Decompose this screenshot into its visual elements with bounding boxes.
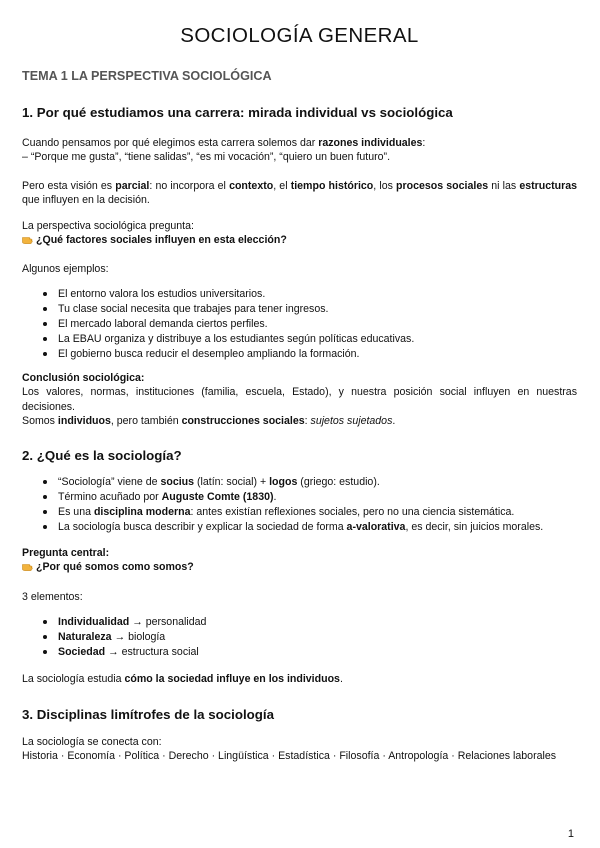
sociology-facts-list [22, 475, 577, 535]
topic-heading: TEMA 1 LA PERSPECTIVA SOCIOLÓGICA [22, 69, 272, 83]
list-item: “Sociología” viene de socius (latín: social) + logos (griego: estudio). [22, 475, 577, 490]
page-number: 1 [567, 828, 574, 840]
s3-intro: La sociología se conecta con: [22, 736, 162, 748]
elements-list [22, 615, 577, 660]
disciplines-list: Historia · Economía · Política · Derecho · Lingüística · Estadística · Filosofía · Antropología · Relaciones laborales [22, 750, 557, 762]
list-item: La sociología busca describir y explicar la sociedad de forma a-valorativa, es decir, sin juicios morales. [22, 520, 577, 535]
list-item: Tu clase social necesita que trabajes para tener ingresos. [22, 302, 577, 317]
elements-intro: 3 elementos: [22, 591, 83, 603]
section-1-heading: 1. Por qué estudiamos una carrera: mirada individual vs sociológica [22, 105, 453, 120]
s1-question-block: La perspectiva sociológica pregunta: ¿Qué factores sociales influyen en esta elección? [22, 220, 287, 247]
central-question-block: Pregunta central: ¿Por qué somos como somos? [22, 547, 194, 574]
s1-paragraph-1: Cuando pensamos por qué elegimos esta carrera solemos dar razones individuales: – “Porque me gusta”, “tiene salidas”, “es mi vocación”, “quiero un buen futuro”. [22, 137, 426, 164]
list-item: El gobierno busca reducir el desempleo ampliando la formación. [22, 347, 577, 362]
section-3-heading: 3. Disciplinas limítrofes de la sociología [22, 707, 274, 722]
list-item: Naturaleza → biología [22, 630, 577, 645]
list-item: El mercado laboral demanda ciertos perfiles. [22, 317, 577, 332]
list-item: Sociedad → estructura social [22, 645, 577, 660]
pointing-hand-icon [22, 560, 34, 571]
s1-paragraph-2: Pero esta visión es parcial: no incorpora el contexto, el tiempo histórico, los procesos sociales ni las estructuras que influyen en la decisión. [22, 180, 578, 207]
list-item: El entorno valora los estudios universitarios. [22, 287, 577, 302]
s2-closing: La sociología estudia cómo la sociedad influye en los individuos. [22, 673, 343, 685]
list-item: Término acuñado por Auguste Comte (1830). [22, 490, 577, 505]
list-item: La EBAU organiza y distribuye a los estudiantes según políticas educativas. [22, 332, 577, 347]
examples-intro: Algunos ejemplos: [22, 263, 109, 275]
conclusion-block: Conclusión sociológica: Los valores, normas, instituciones (familia, escuela, Estado), y nuestra posición social influyen en nuestras decisiones. Somos individuos, pero también construcciones sociales: sujetos sujetados. [22, 372, 577, 428]
document-title: SOCIOLOGÍA GENERAL [180, 24, 419, 47]
list-item: Es una disciplina moderna: antes existían reflexiones sociales, pero no una ciencia sistemática. [22, 505, 577, 520]
pointing-hand-icon [22, 233, 34, 244]
section-2-heading: 2. ¿Qué es la sociología? [22, 448, 182, 463]
examples-list [22, 287, 577, 362]
list-item: Individualidad → personalidad [22, 615, 577, 630]
